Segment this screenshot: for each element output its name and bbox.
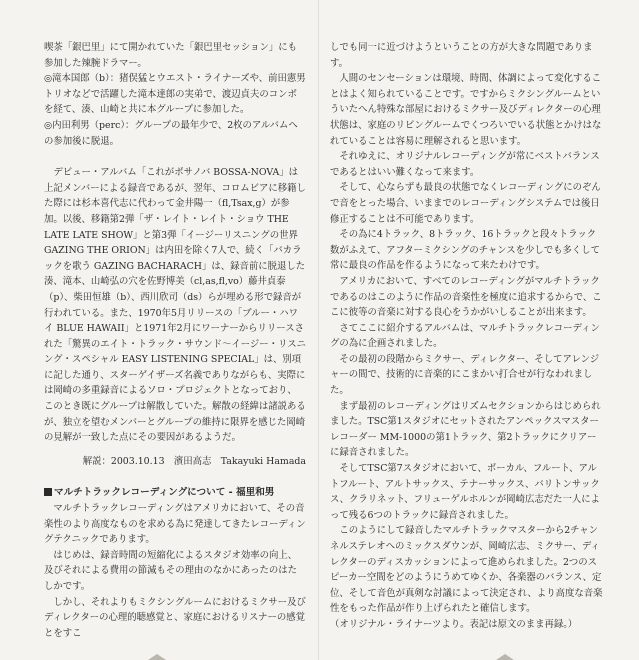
commentary-credit: 解説：2003.10.13 濱田高志 Takayuki Hamada	[82, 455, 306, 467]
staple-mark-left	[148, 654, 166, 660]
right-paragraph-5: その為に4トラック、8トラック、16トラックと段々トラック数がふえて、アフターミクシングのチャンスを少しでも多くして常に最良の作品を作るようになって来たわけです。	[330, 229, 601, 272]
personnel-note-bass: ◎滝本国郎（b）：猪俣猛とウエスト・ライナーズや、前田憲男トリオなどで活躍した滝本達郎の実弟で、渡辺貞夫のコンボを経て、湊、山崎と共に本グループに参加した。	[44, 73, 306, 116]
group-history-paragraph: デビュー・アルバム「これがボサノバ BOSSA-NOVA」は上記メンバーによる録音であるが、翌年、コロムビアに移籍した際には杉本喜代志に代わって金井陽一（fl,Tsax,g）が参加。以後、移籍第2弾「ザ・レイト・レイト・ショウ THE LATE LATE SHOW」と第3弾「イージーリスニングの世界 GAZING THE ORION」は内田を除く7人で、続く「バカラックを歌う GAZING BACHARACH」は、録音前に脱退した湊、滝本、山崎弘の穴を佐野博美（cl,as,fl,vo）藤井貞泰（p）、柴田恒雄（b）、西川欣司（ds）らが埋める形で録音が行われている。また、1970年5月リリースの「ブルー・ハワイ BLUE HAWAII」と1971年2月にワーナーからリリースされた「驚異のエイト・トラック・サウンド〜イージー・リスニング・スペシャル EASY LISTENING SPECIAL」は、別項に記した通り、スターゲイザーズ名義でありながらも、実際には岡崎の多重録音によるソロ・プロジェクトとなっており、このとき既にグループは解散していた。解散の経緯は諸説あるが、独立を望むメンバーとグループの維持に限界を感じた岡崎の見解が一致した点にその要因があるようだ。	[44, 167, 306, 444]
right-paragraph-9: まず最初のレコーディングはリズムセクションからはじめられました。TSC第1スタジオにセットされたアンペックスマスターレコーダー MM-1000の第1トラック、第2トラックにクリアーに録音されました。	[330, 400, 601, 459]
staple-mark-right	[496, 654, 514, 660]
multitrack-paragraph-2: はじめは、録音時間の短縮化によるスタジオ効率の向上、及びそれによる費用の節減もその理由のなかにあったのはたしかです。	[44, 549, 298, 592]
multitrack-paragraph-3: しかし、それよりもミクシングルームにおけるミクサー及びディレクターの心理的聴感覚と、家庭におけるリスナーの感覚とをすこ	[44, 596, 306, 639]
right-paragraph-6: アメリカにおいて、すべてのレコーディングがマルチトラックであるのはこのように作品の音楽性を極度に追求するからで、ここに彼等の音楽に対する良心をうかがいしることが出来ます。	[330, 275, 602, 319]
right-paragraph-10: そしてTSC第7スタジオにおいて、ボーカル、フルート、アルトフルート、アルトサックス、テナーサックス、バリトンサックス、クラリネット、フリューゲルホルンが岡崎広志だた一人によって残る6つのトラックに録音されました。	[330, 463, 601, 521]
right-paragraph-11: このようにして録音したマルチトラックマスターから2チャンネルステレオへのミックスダウンが、岡崎広志、ミクサー、ディレクターのディスカッションによって進められました。2つのスピーカー空間をどのようにうめてゆくか、各楽器のバランス、定位、そして音色が真剣な討議によって決定され、より高度な音楽性をもった作品が作り上げられたと確信します。	[330, 525, 603, 615]
square-bullet-icon	[44, 488, 52, 496]
right-paragraph-3: それゆえに、オリジナルレコーディングが常にベストバランスであるとはいい難くなって来ます。	[330, 151, 600, 178]
continued-paragraph: しでも同一に近づけようということの方が大きな問題であります。	[330, 42, 593, 69]
right-paragraph-4: そして、心ならずも最良の状態でなくレコーディングにのぞんで音をとった場合、いままでのレコーディングシステムでは後日修正することは不可能であります。	[330, 182, 601, 225]
personnel-note-percussion: ◎内田利男（perc）：グループの最年少で、2枚のアルバムへの参加後に脱退。	[44, 119, 298, 147]
source-note: （オリジナル・ライナーツより。表記は原文のまま再録。）	[330, 618, 578, 630]
left-column	[44, 40, 306, 641]
multitrack-paragraph-1: マルチトラックレコーディングはアメリカにおいて、その音楽性のより高度なものを求める為に発達してきたレコーディングテクニックであります。	[44, 503, 306, 546]
page-fold-line	[318, 0, 319, 660]
right-paragraph-7: さてここに紹介するアルバムは、マルチトラックレコーディングの為に企画されました。	[330, 322, 600, 350]
section-heading-text: マルチトラックレコーディングについて - 福里和男	[54, 487, 275, 499]
personnel-note-drums: 喫茶「銀巴里」にて開かれていた「銀巴里セッション」にも参加した辣腕ドラマー。	[44, 42, 297, 69]
section-heading	[44, 485, 306, 501]
right-column	[330, 40, 604, 633]
right-paragraph-8: その最初の段階からミクサー、ディレクター、そしてアレンジャーの間で、技術的に音楽的にこまかい打合せが行なわれました。	[330, 353, 600, 397]
right-paragraph-2: 人間のセンセーションは環境、時間、体調によって変化することはよく知られていることです。ですからミクシングルームといういたへん特殊な部屋におけるミクサー及びディレクターの心理状態は、家庭のリビングルームでくつろいでいる状態とかけはなれていることは容易に理解されると思います。	[330, 73, 602, 147]
